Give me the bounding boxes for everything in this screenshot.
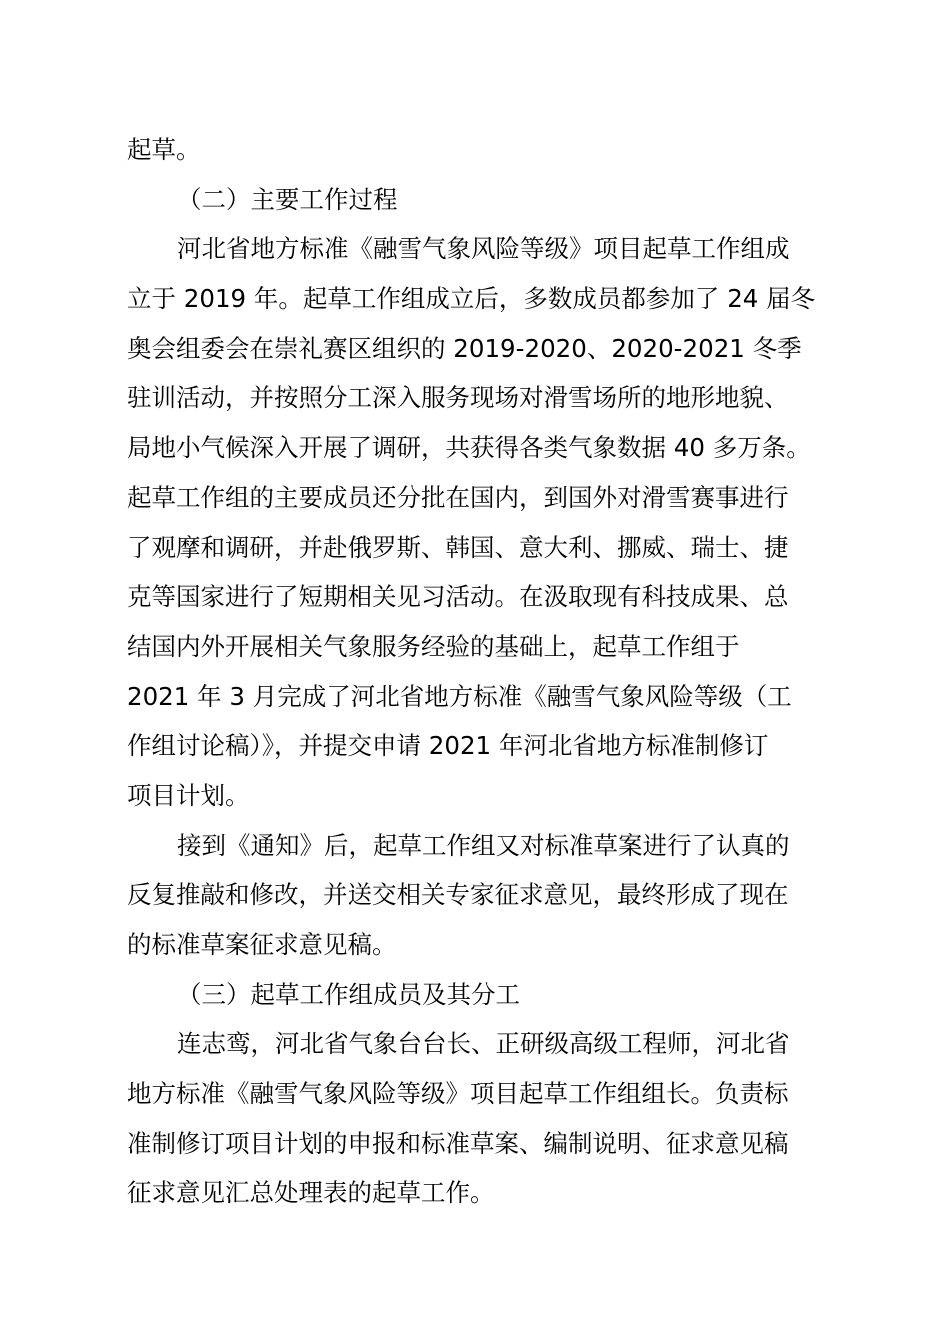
text-line: 局地小气候深入开展了调研，共获得各类气象数据 40 多万条。 [127,433,811,463]
text-line: 奥会组委会在崇礼赛区组织的 2019-2020、2020-2021 冬季 [127,333,802,363]
text-line: 立于 2019 年。起草工作组成立后，多数成员都参加了 24 届冬 [127,284,816,314]
text-line: 2021 年 3 月完成了河北省地方标准《融雪气象风险等级（工 [127,681,792,711]
text-line: 克等国家进行了短期相关见习活动。在汲取现有科技成果、总 [127,582,789,612]
text-line: 起草工作组的主要成员还分批在国内，到国外对滑雪赛事进行 [127,482,789,512]
text-line: 作组讨论稿）》，并提交申请 2021 年河北省地方标准制修订 [127,731,769,761]
document-page [127,125,835,1218]
text-line: 征求意见汇总处理表的起草工作。 [127,1178,495,1208]
text-line: 河北省地方标准《融雪气象风险等级》项目起草工作组成 [177,234,790,264]
text-line: 项目计划。 [127,780,250,810]
text-line: 反复推敲和修改，并送交相关专家征求意见，最终形成了现在 [127,880,789,910]
text-line: 起草。 [127,135,201,164]
text-line: 的标准草案征求意见稿。 [127,930,397,959]
text-line: 地方标准《融雪气象风险等级》项目起草工作组组长。负责标 [127,1079,789,1109]
text-line: 准制修订项目计划的申报和标准草案、编制说明、征求意见稿 [127,1128,789,1158]
text-line: 结国内外开展相关气象服务经验的基础上，起草工作组于 [127,631,740,661]
text-line: 驻训活动，并按照分工深入服务现场对滑雪场所的地形地貌、 [127,383,789,413]
text-line: 连志鸾，河北省气象台台长、正研级高级工程师，河北省 [177,1029,790,1059]
section-heading-drafting-group-members: （三）起草工作组成员及其分工 [177,979,520,1009]
section-heading-main-work-process: （二）主要工作过程 [177,184,398,214]
text-line: 了观摩和调研，并赴俄罗斯、韩国、意大利、挪威、瑞士、捷 [127,532,789,562]
text-line: 接到《通知》后，起草工作组又对标准草案进行了认真的 [177,830,790,860]
